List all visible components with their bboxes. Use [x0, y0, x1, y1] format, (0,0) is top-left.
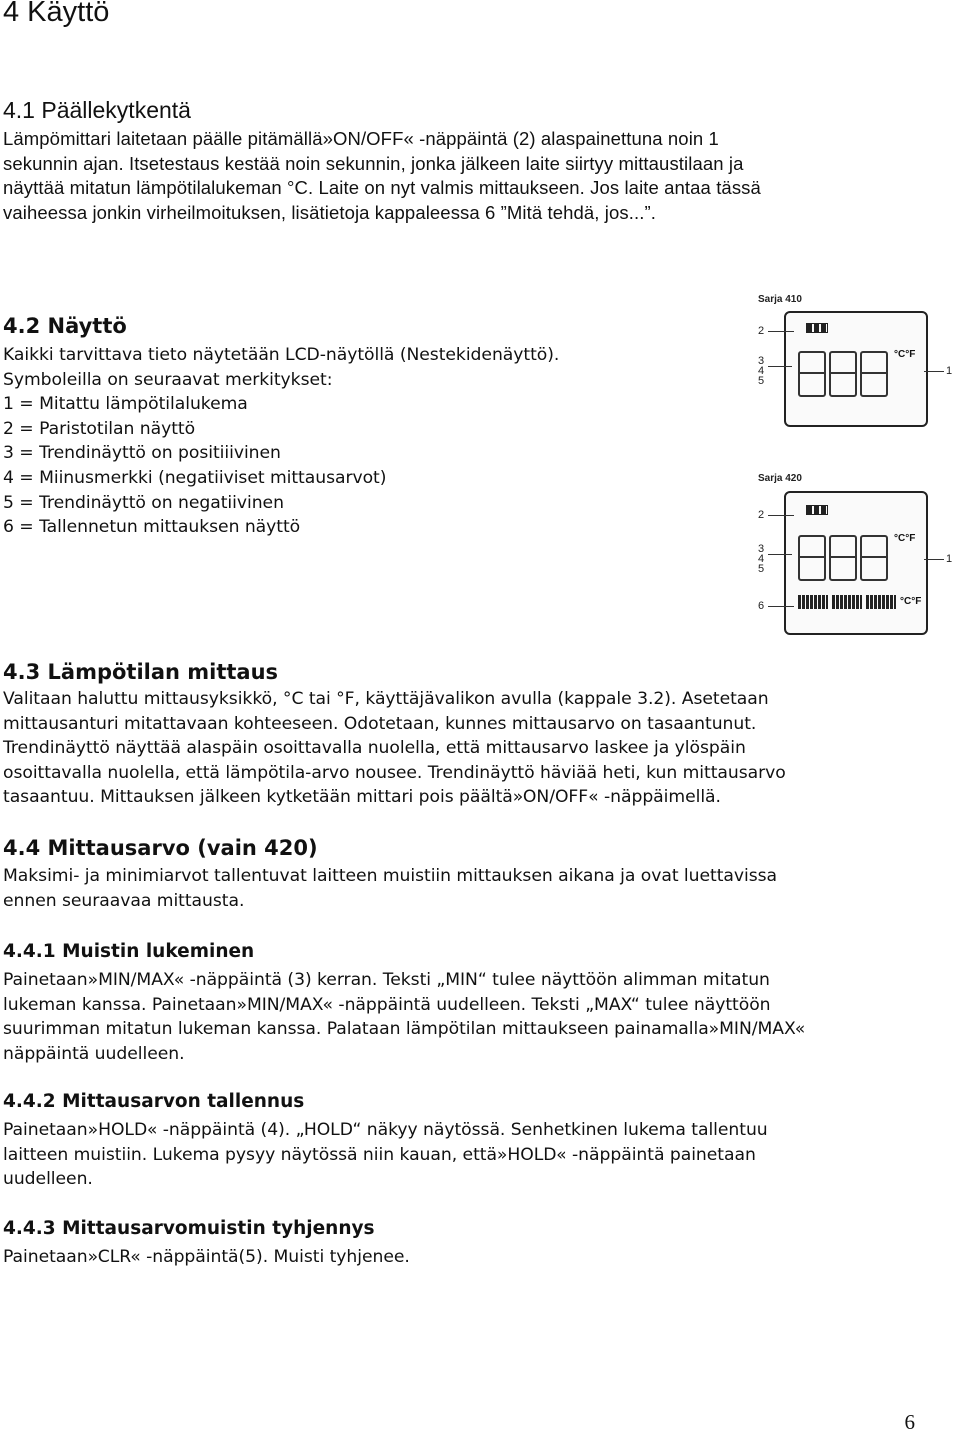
callout-1: 1 — [946, 553, 953, 565]
unit-indicator: °C°F — [900, 596, 922, 607]
callout-line — [768, 366, 792, 367]
callout-3: 3 — [758, 355, 765, 367]
lcd-digit — [798, 351, 826, 397]
page-number: 6 — [904, 1410, 915, 1434]
page-title: 4 Käyttö — [3, 0, 110, 28]
memory-segment — [866, 595, 896, 609]
callout-2: 2 — [758, 509, 765, 521]
memory-segment — [832, 595, 862, 609]
callout-line — [768, 331, 794, 332]
lcd-screen-410 — [784, 311, 928, 427]
unit-indicator: °C°F — [894, 349, 916, 360]
callout-2: 2 — [758, 325, 765, 337]
lcd-digit — [829, 535, 857, 581]
battery-icon — [806, 323, 828, 333]
figure-title-410: Sarja 410 — [758, 294, 802, 305]
battery-icon — [806, 505, 828, 515]
callout-line — [924, 559, 944, 560]
section-4-4-2-heading: 4.4.2 Mittausarvon tallennus — [3, 1091, 305, 1112]
section-4-3-text: Valitaan haluttu mittausyksikkö, °C tai °F, käyttäjävalikon avulla (kappale 3.2). Asetetaan mittausanturi mitattavaan kohteeseen. Odotetaan, kunnes mittausarvo on tasaantunut. Trendinäyttö näyttää alaspäin osoittavalla nuolella, että mittausarvo laskee ja ylöspäin osoittavalla nuolella, että lämpötila-arvo nousee. Trendinäyttö häviää heti, kun mittausarvo tasaantuu. Mittauksen jälkeen kytketään mittari pois päältä»ON/OFF« -näppäimellä. — [3, 689, 786, 808]
section-4-4-1-text: Painetaan»MIN/MAX« -näppäintä (3) kerran. Teksti „MIN“ tulee näyttöön alimman mitatun lukeman kanssa. Painetaan»MIN/MAX« -näppäintä uudelleen. Teksti „MAX“ tulee näyttöön suurimman mitatun lukeman kanssa. Palataan lämpötilan mittaukseen painamalla»MIN/MAX« näppäintä uudelleen. — [3, 970, 806, 1064]
section-4-4-1-heading: 4.4.1 Muistin lukeminen — [3, 941, 255, 962]
callout-6: 6 — [758, 600, 765, 612]
callout-line — [768, 515, 794, 516]
section-4-3-heading: 4.3 Lämpötilan mittaus — [3, 660, 279, 684]
lcd-digit — [829, 351, 857, 397]
memory-segment — [798, 595, 828, 609]
callout-line — [768, 606, 794, 607]
lcd-screen-420 — [784, 491, 928, 635]
lcd-digit — [860, 535, 888, 581]
section-4-4-text: Maksimi- ja minimiarvot tallentuvat laitteen muistiin mittauksen aikana ja ovat luettavissa ennen seuraavaa mittausta. — [3, 866, 778, 911]
callout-5: 5 — [758, 375, 765, 387]
callout-4: 4 — [758, 553, 765, 565]
lcd-digit — [860, 351, 888, 397]
figure-title-420: Sarja 420 — [758, 473, 802, 484]
section-4-1-heading: 4.1 Päällekytkentä — [3, 97, 191, 123]
section-4-4-3-heading: 4.4.3 Mittausarvomuistin tyhjennys — [3, 1218, 375, 1239]
callout-5: 5 — [758, 563, 765, 575]
lcd-digit — [798, 535, 826, 581]
section-4-2-heading: 4.2 Näyttö — [3, 314, 127, 338]
callout-1: 1 — [946, 365, 953, 377]
section-4-2-text: Kaikki tarvittava tieto näytetään LCD-näytöllä (Nestekidenäyttö). Symboleilla on seuraavat merkitykset: 1 = Mitattu lämpötilalukema 2 = Paristotilan näyttö 3 = Trendinäyttö on positiiivinen 4 = Miinusmerkki (negatiiviset mittausarvot) 5 = Trendinäyttö on negatiivinen 6 = Tallennetun mittauksen näyttö — [3, 345, 560, 538]
section-4-4-heading: 4.4 Mittausarvo (vain 420) — [3, 836, 318, 860]
section-4-1-text: Lämpömittari laitetaan päälle pitämällä»ON/OFF« -näppäintä (2) alaspainettuna noin 1 sekunnin ajan. Itsetestaus kestää noin sekunnin, jonka jälkeen laite siirtyy mittaustilaan ja näyttää mitatun lämpötilalukeman °C. Laite on nyt valmis mittaukseen. Jos laite antaa tässä vaiheessa jonkin virheilmoituksen, lisätietoja kappaleessa 6 ”Mitä tehdä, jos...”. — [3, 128, 761, 223]
callout-line — [768, 554, 792, 555]
callout-line — [924, 371, 944, 372]
section-4-4-3-text: Painetaan»CLR« -näppäintä(5). Muisti tyhjenee. — [3, 1247, 410, 1267]
section-4-4-2-text: Painetaan»HOLD« -näppäintä (4). „HOLD“ näkyy näytössä. Senhetkinen lukema tallentuu laitteen muistiin. Lukema pysyy näytössä niin kauan, että»HOLD« -näppäintä painetaan uudelleen. — [3, 1120, 768, 1190]
lcd-display-figure — [752, 285, 957, 635]
unit-indicator: °C°F — [894, 533, 916, 544]
callout-3: 3 — [758, 543, 765, 555]
callout-4: 4 — [758, 365, 765, 377]
